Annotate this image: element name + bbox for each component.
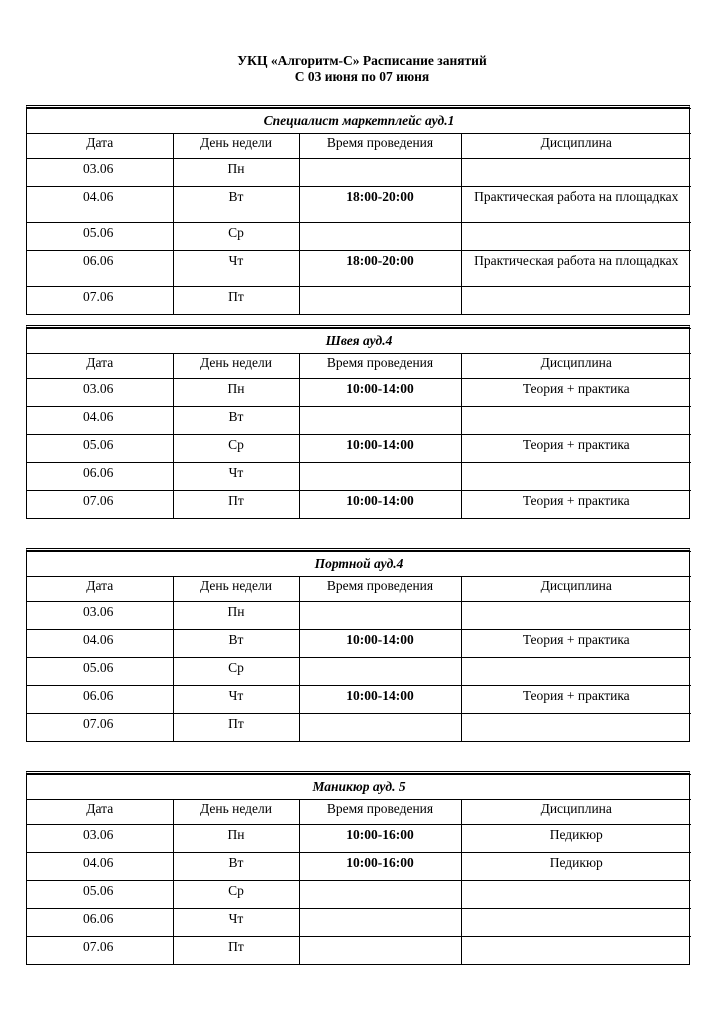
date-cell: 04.06 <box>27 630 173 658</box>
date-cell: 04.06 <box>27 853 173 881</box>
date-cell: 07.06 <box>27 714 173 742</box>
discipline-cell <box>461 937 691 965</box>
column-header-row <box>27 800 691 825</box>
time-cell: 10:00-14:00 <box>299 379 461 407</box>
table-row <box>27 686 691 714</box>
discipline-cell: Педикюр <box>461 825 691 853</box>
table-row <box>27 937 691 965</box>
discipline-cell <box>461 407 691 435</box>
discipline-cell: Теория + практика <box>461 379 691 407</box>
date-cell: 07.06 <box>27 937 173 965</box>
discipline-cell: Практическая работа на площадках <box>461 251 691 287</box>
time-cell: 10:00-14:00 <box>299 686 461 714</box>
date-cell: 04.06 <box>27 407 173 435</box>
schedule-table-marketplace <box>26 105 690 315</box>
date-cell: 03.06 <box>27 379 173 407</box>
document-header <box>0 53 724 85</box>
weekday-cell: Пт <box>173 287 299 315</box>
column-header-time: Время проведения <box>299 354 461 379</box>
table-row <box>27 435 691 463</box>
table-title: Маникюр ауд. 5 <box>27 775 691 800</box>
date-cell: 06.06 <box>27 909 173 937</box>
weekday-cell: Пн <box>173 825 299 853</box>
time-cell <box>299 881 461 909</box>
date-cell: 05.06 <box>27 223 173 251</box>
table-row <box>27 853 691 881</box>
column-header-date: Дата <box>27 354 173 379</box>
discipline-cell <box>461 223 691 251</box>
weekday-cell: Вт <box>173 630 299 658</box>
weekday-cell: Чт <box>173 909 299 937</box>
weekday-cell: Вт <box>173 853 299 881</box>
date-cell: 06.06 <box>27 463 173 491</box>
weekday-cell: Пт <box>173 714 299 742</box>
time-cell: 18:00-20:00 <box>299 251 461 287</box>
table-row <box>27 379 691 407</box>
schedule-grid <box>27 108 691 314</box>
discipline-cell <box>461 602 691 630</box>
time-cell <box>299 463 461 491</box>
time-cell <box>299 714 461 742</box>
schedule-grid <box>27 551 691 741</box>
time-cell: 10:00-14:00 <box>299 435 461 463</box>
column-header-day: День недели <box>173 134 299 159</box>
schedule-grid <box>27 328 691 518</box>
time-cell: 10:00-16:00 <box>299 853 461 881</box>
table-row <box>27 407 691 435</box>
column-header-discipline: Дисциплина <box>461 577 691 602</box>
table-row <box>27 658 691 686</box>
discipline-cell <box>461 714 691 742</box>
schedule-table-tailor <box>26 548 690 742</box>
table-row <box>27 159 691 187</box>
date-cell: 05.06 <box>27 881 173 909</box>
time-cell <box>299 407 461 435</box>
discipline-cell: Практическая работа на площадках <box>461 187 691 223</box>
weekday-cell: Ср <box>173 658 299 686</box>
column-header-row <box>27 577 691 602</box>
discipline-cell <box>461 463 691 491</box>
weekday-cell: Вт <box>173 187 299 223</box>
time-cell <box>299 937 461 965</box>
discipline-cell: Теория + практика <box>461 630 691 658</box>
table-row <box>27 463 691 491</box>
table-row <box>27 602 691 630</box>
date-cell: 06.06 <box>27 251 173 287</box>
time-cell <box>299 223 461 251</box>
time-cell <box>299 159 461 187</box>
discipline-cell <box>461 159 691 187</box>
header-title: УКЦ «Алгоритм-С» Расписание занятий <box>237 53 487 68</box>
date-cell: 06.06 <box>27 686 173 714</box>
date-cell: 03.06 <box>27 159 173 187</box>
time-cell <box>299 909 461 937</box>
column-header-discipline: Дисциплина <box>461 354 691 379</box>
table-row <box>27 630 691 658</box>
column-header-day: День недели <box>173 577 299 602</box>
header-date-range: С 03 июня по 07 июня <box>294 69 430 84</box>
table-row <box>27 909 691 937</box>
weekday-cell: Вт <box>173 407 299 435</box>
table-title: Швея ауд.4 <box>27 329 691 354</box>
column-header-row <box>27 134 691 159</box>
schedule-table-seamstress <box>26 325 690 519</box>
date-cell: 07.06 <box>27 287 173 315</box>
table-title: Специалист маркетплейс ауд.1 <box>27 109 691 134</box>
table-row <box>27 881 691 909</box>
column-header-time: Время проведения <box>299 134 461 159</box>
time-cell: 10:00-14:00 <box>299 491 461 519</box>
discipline-cell: Теория + практика <box>461 491 691 519</box>
discipline-cell <box>461 658 691 686</box>
weekday-cell: Ср <box>173 435 299 463</box>
date-cell: 04.06 <box>27 187 173 223</box>
discipline-cell <box>461 881 691 909</box>
schedule-table-manicure <box>26 771 690 965</box>
column-header-date: Дата <box>27 577 173 602</box>
discipline-cell: Теория + практика <box>461 686 691 714</box>
discipline-cell: Педикюр <box>461 853 691 881</box>
weekday-cell: Чт <box>173 463 299 491</box>
time-cell <box>299 602 461 630</box>
table-row <box>27 825 691 853</box>
time-cell: 18:00-20:00 <box>299 187 461 223</box>
column-header-date: Дата <box>27 134 173 159</box>
table-row <box>27 223 691 251</box>
date-cell: 03.06 <box>27 602 173 630</box>
table-row <box>27 491 691 519</box>
date-cell: 05.06 <box>27 658 173 686</box>
weekday-cell: Пт <box>173 491 299 519</box>
date-cell: 03.06 <box>27 825 173 853</box>
date-cell: 07.06 <box>27 491 173 519</box>
table-row <box>27 714 691 742</box>
column-header-date: Дата <box>27 800 173 825</box>
weekday-cell: Ср <box>173 881 299 909</box>
table-title: Портной ауд.4 <box>27 552 691 577</box>
time-cell: 10:00-14:00 <box>299 630 461 658</box>
weekday-cell: Пн <box>173 159 299 187</box>
column-header-row <box>27 354 691 379</box>
date-cell: 05.06 <box>27 435 173 463</box>
column-header-discipline: Дисциплина <box>461 134 691 159</box>
time-cell <box>299 287 461 315</box>
weekday-cell: Чт <box>173 686 299 714</box>
weekday-cell: Пн <box>173 379 299 407</box>
column-header-day: День недели <box>173 800 299 825</box>
weekday-cell: Ср <box>173 223 299 251</box>
column-header-time: Время проведения <box>299 800 461 825</box>
table-row <box>27 287 691 315</box>
discipline-cell <box>461 909 691 937</box>
time-cell <box>299 658 461 686</box>
table-row <box>27 251 691 287</box>
discipline-cell: Теория + практика <box>461 435 691 463</box>
time-cell: 10:00-16:00 <box>299 825 461 853</box>
schedule-grid <box>27 774 691 964</box>
weekday-cell: Пт <box>173 937 299 965</box>
table-row <box>27 187 691 223</box>
weekday-cell: Пн <box>173 602 299 630</box>
discipline-cell <box>461 287 691 315</box>
column-header-day: День недели <box>173 354 299 379</box>
column-header-discipline: Дисциплина <box>461 800 691 825</box>
weekday-cell: Чт <box>173 251 299 287</box>
column-header-time: Время проведения <box>299 577 461 602</box>
